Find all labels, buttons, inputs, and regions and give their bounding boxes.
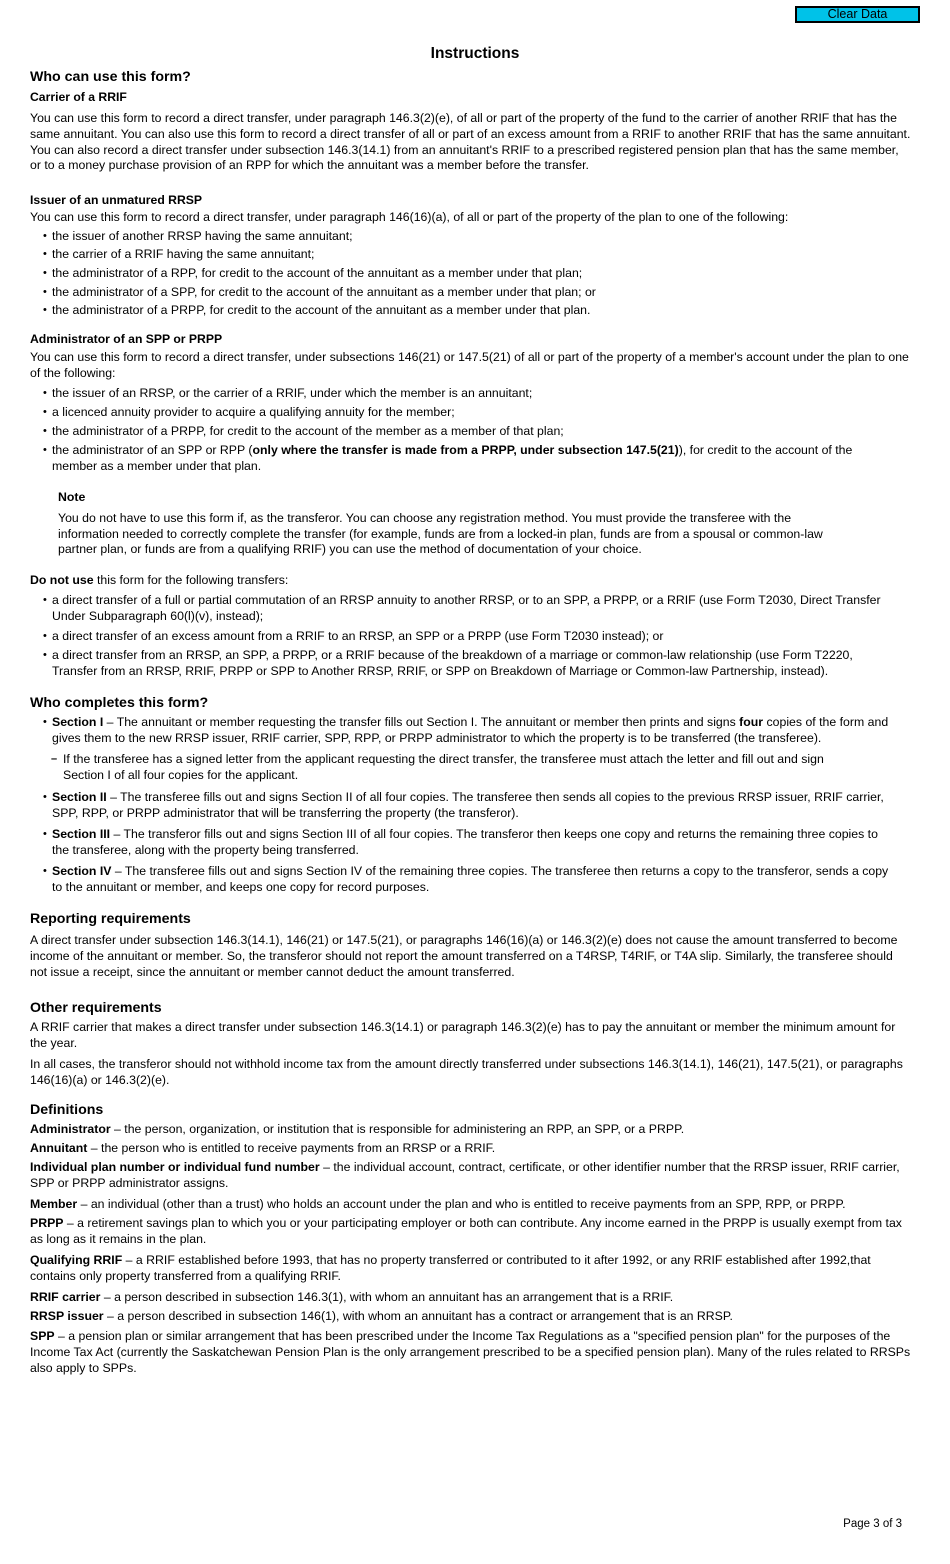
section-2-item: • Section II – The transferee fills out and signs Section II of all four copies. The transferee then sends all copies to the previous RRSP issuer, RRIF carrier, SPP, RPP, or PRPP administrator that will be transferring the property (the transferor). <box>52 790 897 822</box>
rrsp-issuer-heading: Issuer of an unmatured RRSP <box>30 193 203 207</box>
rrif-carrier-text: You can use this form to record a direct transfer, under paragraph 146.3(2)(e), of all or part of the property of the fund to the carrier of another RRIF that has the same annuitant. You can also use this form to record a direct transfer of all or part of an excess amount from a RRIF to another RRIF that has the same annuitant. You can also record a direct transfer under subsection 146.3(14.1) from an annuitant's RRIF to a prescribed registered pension plan that has the same member, or to a money purchase provision of an RPP for which the annuitant was a member before the transfer. <box>30 111 911 173</box>
page-number: Page 3 of 3 <box>843 1518 902 1530</box>
section-4-item: • Section IV – The transferee fills out and signs Section IV of the remaining three copies. The transferee then returns a copy to the transferor, sends a copy to the annuitant or member, and keeps one copy for record purposes. <box>52 864 897 896</box>
definitions-heading: Definitions <box>30 1102 104 1118</box>
section-1-subitem: – If the transferee has a signed letter from the applicant requesting the direct transfer, the transferee must attach the letter and fill out and sign Section I of all four copies for the applicant. <box>63 752 863 784</box>
list-item: • the administrator of an SPP or RPP (only where the transfer is made from a PRPP, under subsection 147.5(21)), for credit to the account of the member as a member under that plan. <box>52 443 897 475</box>
reporting-text: A direct transfer under subsection 146.3(14.1), 146(21) or 147.5(21), or paragraphs 146(16)(a) or 146.3(2)(e) does not cause the amount transferred to become income of the annuitant or member. So, the transferor should not report the amount transferred on a T4RSP, T4RIF, or T4A slip. Similarly, the transferee should not issue a receipt, since the annuitant or member cannot deduct the amount transferred. <box>30 933 898 979</box>
do-not-use-intro: Do not use this form for the following transfers: <box>30 573 289 587</box>
list-item: • a licenced annuity provider to acquire a qualifying annuity for the member; <box>52 405 897 421</box>
definition-item: Qualifying RRIF – a RRIF established before 1993, that has no property transferred or contributed to it after 1992, or any RRIF established after 1992,that contains only property transferred from a qualifying RRIF. <box>30 1253 871 1283</box>
definition-item: Individual plan number or individual fund number – the individual account, contract, certificate, or other identifier number that the RRSP issuer, RRIF carrier, SPP or PRPP administrator assigns. <box>30 1160 900 1190</box>
definition-item: Annuitant – the person who is entitled to receive payments from an RRSP or a RRIF. <box>30 1141 496 1155</box>
spp-prpp-intro: You can use this form to record a direct transfer, under subsections 146(21) or 147.5(21) of all or part of the property of a member's account under the plan to one of the following: <box>30 350 909 380</box>
list-item: • a direct transfer of an excess amount from a RRIF to an RRSP, an SPP or a PRPP (use Form T2030 instead); or <box>52 629 897 645</box>
definition-item: Member – an individual (other than a trust) who holds an account under the plan and who is entitled to receive payments from an SPP, RPP, or PRPP. <box>30 1197 846 1211</box>
who-completes-heading: Who completes this form? <box>30 695 209 711</box>
section-1-item: • Section I – The annuitant or member requesting the transfer fills out Section I. The annuitant or member then prints and signs four copies of the form and gives them to the new RRSP issuer, RRIF carrier, SPP, RPP, or PRPP administrator to which the property is to be transferred (the transferee). <box>52 715 897 747</box>
other-requirements-p2: In all cases, the transferor should not withhold income tax from the amount directly transferred under subsections 146.3(14.1), 146(21), 147.5(21), or paragraphs 146(16)(a) or 146.3(2)(e). <box>30 1057 903 1087</box>
other-requirements-p1: A RRIF carrier that makes a direct transfer under subsection 146.3(14.1) or paragraph 146.3(2)(e) has to pay the annuitant or member the minimum amount for the year. <box>30 1020 896 1050</box>
other-requirements-heading: Other requirements <box>30 1000 162 1016</box>
note-text: You do not have to use this form if, as the transferor. You can choose any registration method. You must provide the transferee with the information needed to correctly complete the transfer (for example, funds are from a locked-in plan, funds are from a spousal or common-law partner plan, or funds are from a qualifying RRIF) you can use the method of documentation of your choice. <box>58 510 823 557</box>
clear-data-button[interactable]: Clear Data <box>795 6 920 23</box>
list-item: • the issuer of another RRSP having the same annuitant; <box>52 229 897 245</box>
list-item: • the administrator of a PRPP, for credit to the account of the member as a member of that plan; <box>52 424 897 440</box>
list-item: • the issuer of an RRSP, or the carrier of a RRIF, under which the member is an annuitant; <box>52 386 897 402</box>
spp-prpp-heading: Administrator of an SPP or PRPP <box>30 332 223 346</box>
definition-item: SPP – a pension plan or similar arrangement that has been prescribed under the Income Tax Regulations as a "specified pension plan" for the purposes of the Income Tax Act (currently the Saskatchewan Pension Plan is the only arrangement prescribed to be a specified pension plan). Many of the rules related to RRSPs also apply to SPPs. <box>30 1329 911 1375</box>
who-can-use-heading: Who can use this form? <box>30 69 191 85</box>
note-heading: Note <box>58 490 86 504</box>
list-item: • the administrator of a RPP, for credit to the account of the annuitant as a member under that plan; <box>52 266 897 282</box>
list-item: • the administrator of a PRPP, for credit to the account of the annuitant as a member under that plan. <box>52 303 897 319</box>
list-item: • the carrier of a RRIF having the same annuitant; <box>52 247 897 263</box>
list-item: • a direct transfer from an RRSP, an SPP, a PRPP, or a RRIF because of the breakdown of a marriage or common-law relationship (use Form T2220, Transfer from an RRSP, RRIF, PRPP or SPP to Another RRSP, RRIF, or SPP on Breakdown of Marriage or Common-law Partnership, instead). <box>52 648 897 680</box>
note-block <box>58 490 848 558</box>
rrsp-issuer-intro: You can use this form to record a direct transfer, under paragraph 146(16)(a), of all or part of the property of the plan to one of the following: <box>30 210 789 224</box>
page-title: Instructions <box>430 45 520 62</box>
definition-item: RRIF carrier – a person described in subsection 146.3(1), with whom an annuitant has an arrangement that is a RRIF. <box>30 1290 674 1304</box>
rrif-carrier-heading: Carrier of a RRIF <box>30 90 127 104</box>
reporting-heading: Reporting requirements <box>30 911 191 927</box>
definition-item: RRSP issuer – a person described in subsection 146(1), with whom an annuitant has a contract or arrangement that is an RRSP. <box>30 1309 733 1323</box>
definition-item: PRPP – a retirement savings plan to which you or your participating employer or both can contribute. Any income earned in the PRPP is usually exempt from tax as long as it remains in the plan. <box>30 1216 902 1246</box>
section-3-item: • Section III – The transferor fills out and signs Section III of all four copies. The transferor then keeps one copy and returns the remaining three copies to the transferee, along with the property being transferred. <box>52 827 897 859</box>
list-item: • a direct transfer of a full or partial commutation of an RRSP annuity to another RRSP, or to an SPP, a PRPP, or a RRIF (use Form T2030, Direct Transfer Under Subparagraph 60(l)(v), instead); <box>52 593 897 625</box>
definition-item: Administrator – the person, organization, or institution that is responsible for administering an RPP, an SPP, or a PRPP. <box>30 1122 685 1136</box>
list-item: • the administrator of a SPP, for credit to the account of the annuitant as a member under that plan; or <box>52 285 897 301</box>
